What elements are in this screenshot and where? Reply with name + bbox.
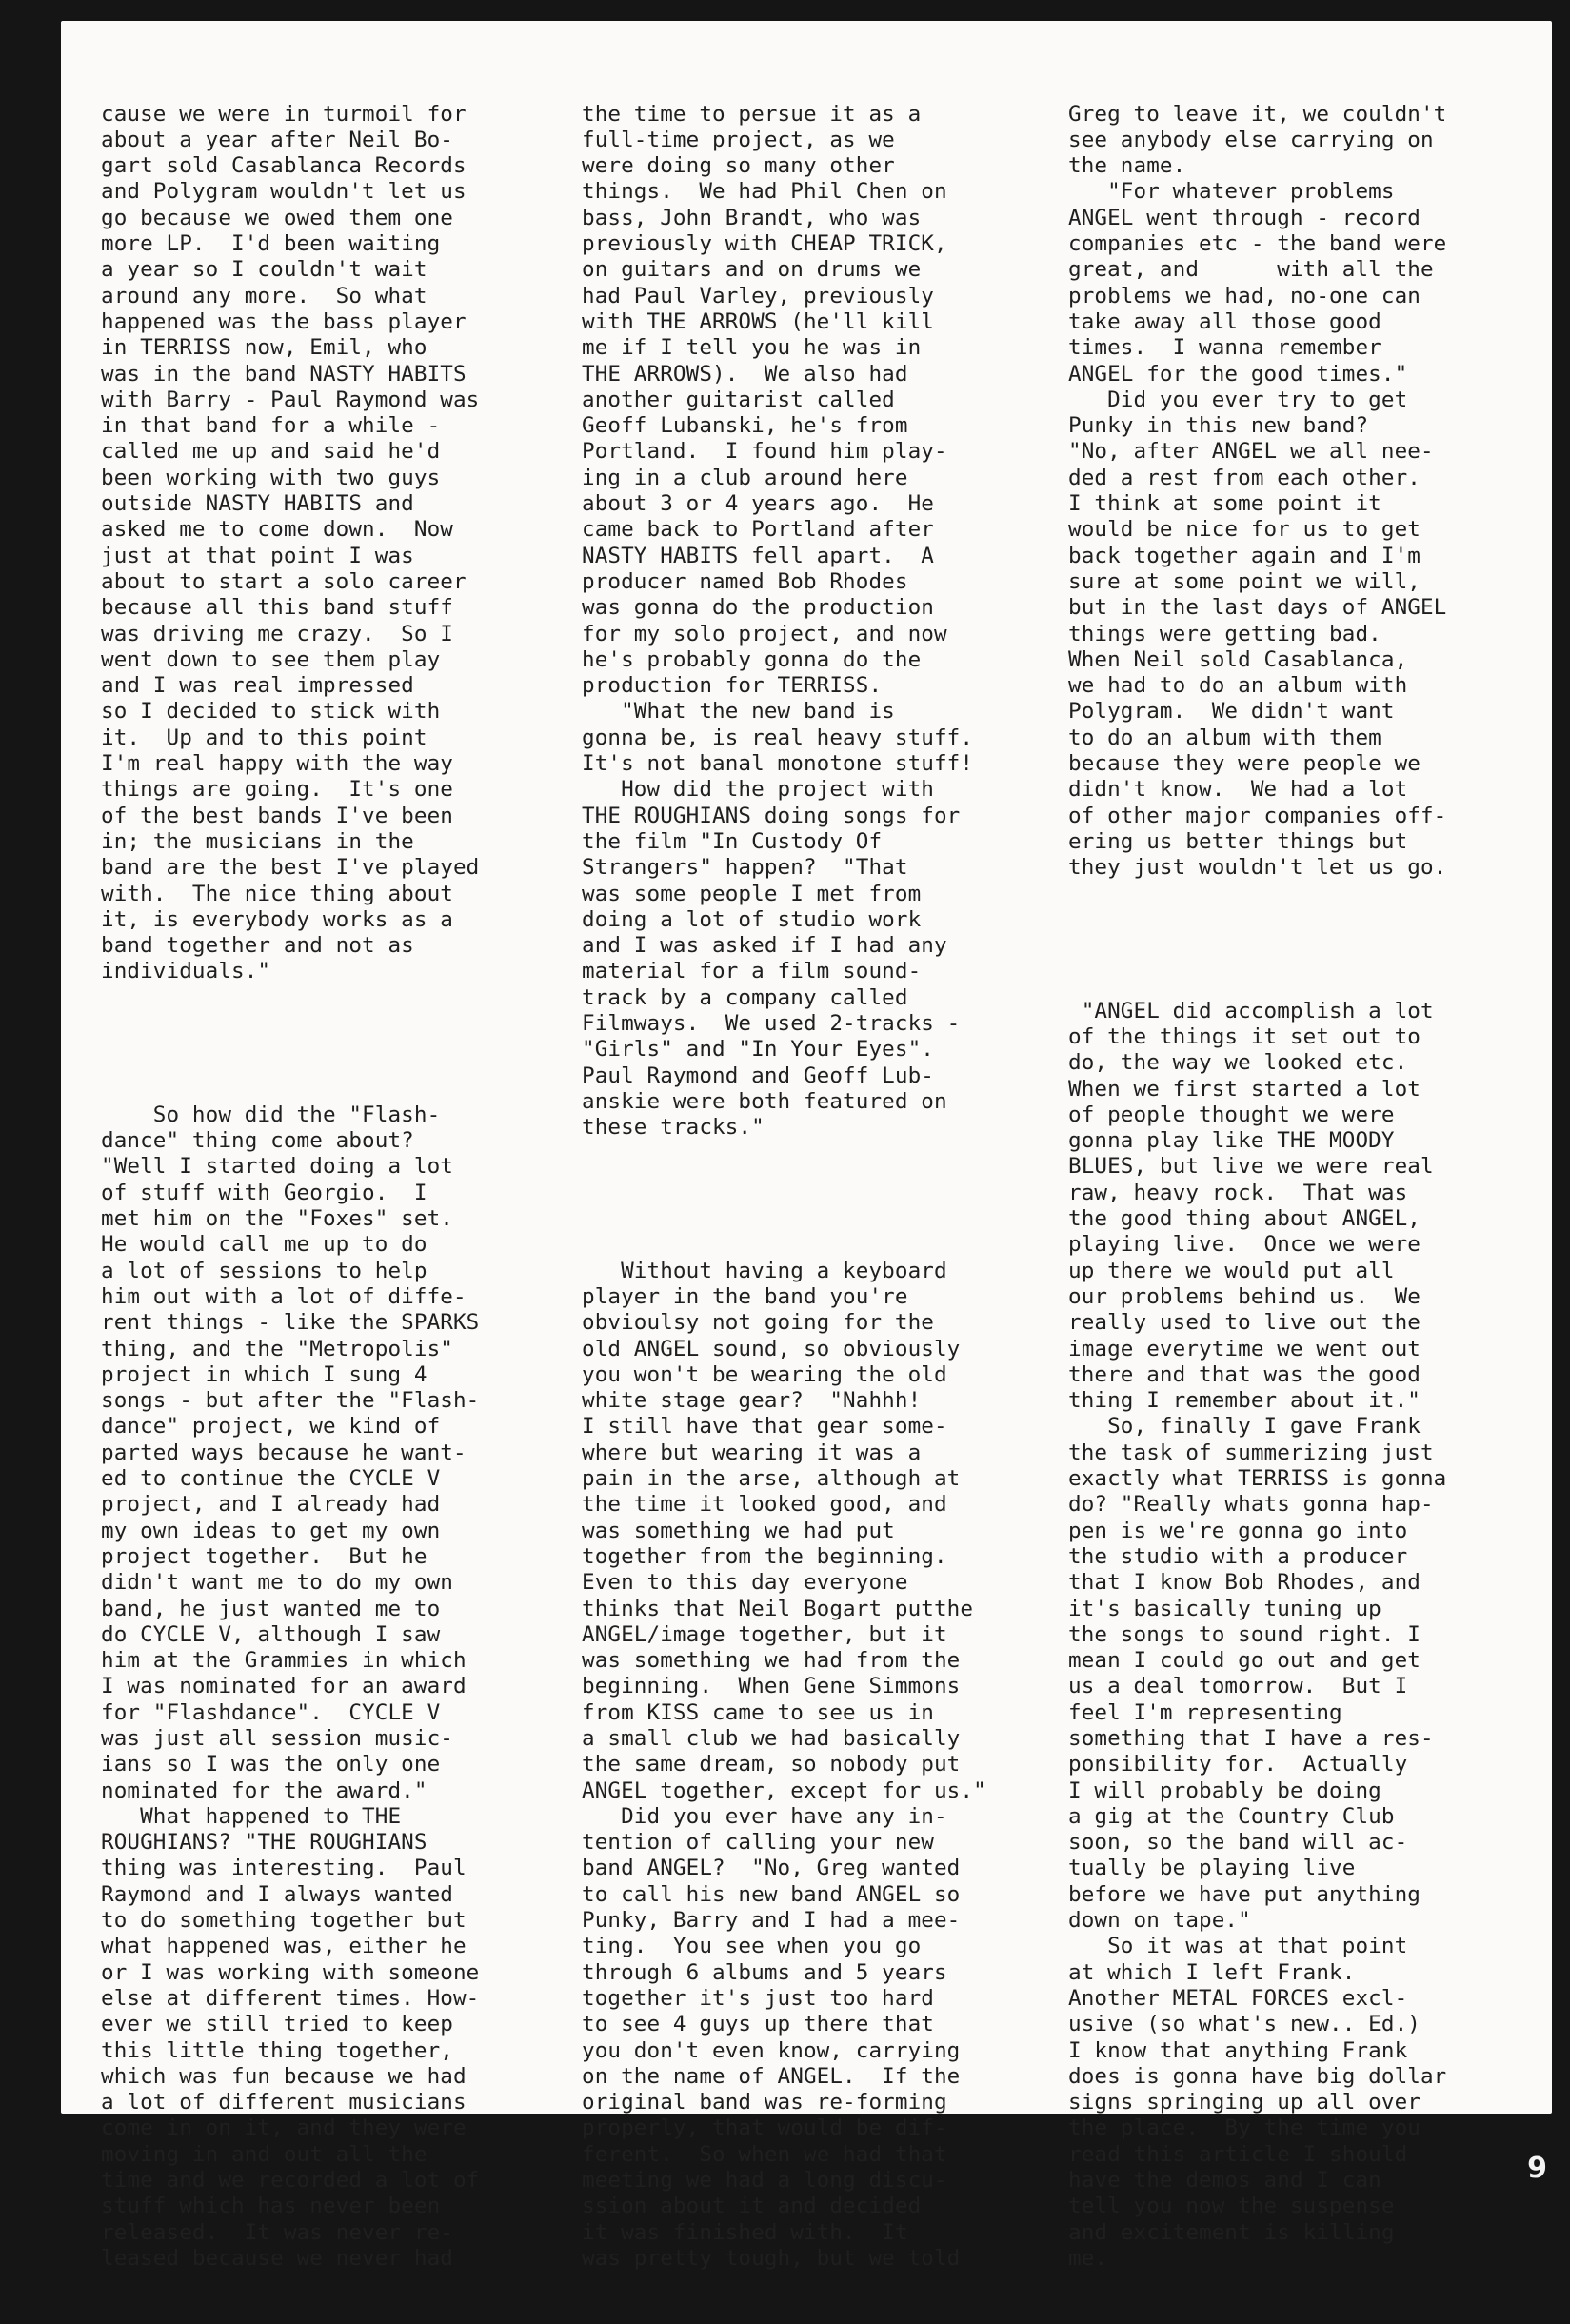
column-2-paragraph-1: the time to persue it as a full-time project, as we were doing so many other things. We had Phil Chen on bass, John Brandt, who was previously with CHEAP TRICK, on guitars and on drums we had Paul Varley, previously with THE ARROWS (he'll kill me if I tell you he was in THE ARROWS). We also had another guitarist called Geoff Lubanski, he's from Portland. I found him play- ing in a club around here about 3 or 4 years ago. He came back to Portland after NASTY HABITS fell apart. A producer named Bob Rhodes was gonna do the production for my solo project, and now he's probably gonna do the production for TERRISS. "What the new band is gonna be, is real heavy stuff. It's not banal monotone stuff! How did the project with THE ROUGHIANS doing songs for the film "In Custody Of Strangers" happen? "That was some people I met from doing a lot of studio work and I was asked if I had any material for a film sound- track by a company called Filmways. We used 2-tracks - "Girls" and "In Your Eyes". Paul Raymond and Geoff Lub- anskie were both featured on these tracks."	[582, 101, 974, 1141]
article-column-2	[582, 50, 986, 2324]
page-number: 9	[1527, 2152, 1547, 2185]
column-3-paragraph-2: "ANGEL did accomplish a lot of the things it set out to do, the way we looked etc. When we first started a lot of people thought we were gonna play like THE MOODY BLUES, but live we were real raw, heavy rock. That was the good thing about ANGEL, playing live. Once we were up there we would put all our problems behind us. We really used to live out the image everytime we went out there and that was the good thing I remember about it." So, finally I gave Frank the task of summerizing just exactly what TERRISS is gonna do? "Really whats gonna hap- pen is we're gonna go into the studio with a producer that I know Bob Rhodes, and it's basically tuning up the songs to sound right. I mean I could go out and get us a deal tomorrow. But I feel I'm representing something that I have a res- ponsibility for. Actually I will probably be doing a gig at the Country Club soon, so the band will ac- tually be playing live before we have put anything down on tape." So it was at that point at which I left Frank. Another METAL FORCES excl- usive (so what's new.. Ed.) I know that anything Frank does is gonna have big dollar signs springing up all over the place. By the time you read this article I should have the demos and I can tell you now the suspense and excitement is killing me.	[1068, 998, 1447, 2271]
article-sheet	[61, 21, 1552, 2271]
article-column-1	[101, 50, 479, 2324]
magazine-page	[29, 0, 1570, 2271]
column-3-paragraph-1: Greg to leave it, we couldn't see anybody else carrying on the name. "For whatever problems ANGEL went through - record companies etc - the band were great, and with all the problems we had, no-one can take away all those good times. I wanna remember ANGEL for the good times." Did you ever try to get Punky in this new band? "No, after ANGEL we all nee- ded a rest from each other. I think at some point it would be nice for us to get back together again and I'm sure at some point we will, but in the last days of ANGEL things were getting bad. When Neil sold Casablanca, we had to do an album with Polygram. We didn't want to do an album with them because they were people we didn't know. We had a lot of other major companies off- ering us better things but they just wouldn't let us go.	[1068, 101, 1447, 881]
column-2-paragraph-2: Without having a keyboard player in the band you're obvioulsy not going for the old ANGEL sound, so obviously you won't be wearing the old white stage gear? "Nahhh! I still have that gear some- where but wearing it was a pain in the arse, although at the time it looked good, and was something we had put together from the beginning. Even to this day everyone thinks that Neil Bogart putthe ANGEL/image together, but it was something we had from the beginning. When Gene Simmons from KISS came to see us in a small club we had basically the same dream, so nobody put ANGEL together, except for us." Did you ever have any in- tention of calling your new band ANGEL? "No, Greg wanted to call his new band ANGEL so Punky, Barry and I had a mee- ting. You see when you go through 6 albums and 5 years together it's just too hard to see 4 guys up there that you don't even know, carrying on the name of ANGEL. If the original band was re-forming properly, that would be dif- ferent. So when we had that meeting we had a long discu- ssion about it and decided it was finished with. It was pretty tough, but we told	[582, 1258, 986, 2271]
article-column-3	[1068, 50, 1446, 2324]
column-1-paragraph-1: cause we were in turmoil for about a year after Neil Bo- gart sold Casablanca Records and Polygram wouldn't let us go because we owed them one more LP. I'd been waiting a year so I couldn't wait around any more. So what happened was the bass player in TERRISS now, Emil, who was in the band NASTY HABITS with Barry - Paul Raymond was in that band for a while - called me up and said he'd been working with two guys outside NASTY HABITS and asked me to come down. Now just at that point I was about to start a solo career because all this band stuff was driving me crazy. So I went down to see them play and I was real impressed so I decided to stick with it. Up and to this point I'm real happy with the way things are going. It's one of the best bands I've been in; the musicians in the band are the best I've played with. The nice thing about it, is everybody works as a band together and not as individuals."	[101, 101, 480, 984]
column-1-paragraph-2: So how did the "Flash- dance" thing come about? "Well I started doing a lot of stuff with Georgio. I met him on the "Foxes" set. He would call me up to do a lot of sessions to help him out with a lot of diffe- rent things - like the SPARKS thing, and the "Metropolis" project in which I sung 4 songs - but after the "Flash- dance" project, we kind of parted ways because he want- ed to continue the CYCLE V project, and I already had my own ideas to get my own project together. But he didn't want me to do my own band, he just wanted me to do CYCLE V, although I saw him at the Grammies in which I was nominated for an award for "Flashdance". CYCLE V was just all session music- ians so I was the only one nominated for the award." What happened to THE ROUGHIANS? "THE ROUGHIANS thing was interesting. Paul Raymond and I always wanted to do something together but what happened was, either he or I was working with someone else at different times. How- ever we still tried to keep this little thing together, which was fun because we had a lot of different musicians come in on it, and they were moving in and out all the time and we recorded a lot of stuff which has never been released. It was never re- leased because we never had	[101, 1102, 480, 2271]
